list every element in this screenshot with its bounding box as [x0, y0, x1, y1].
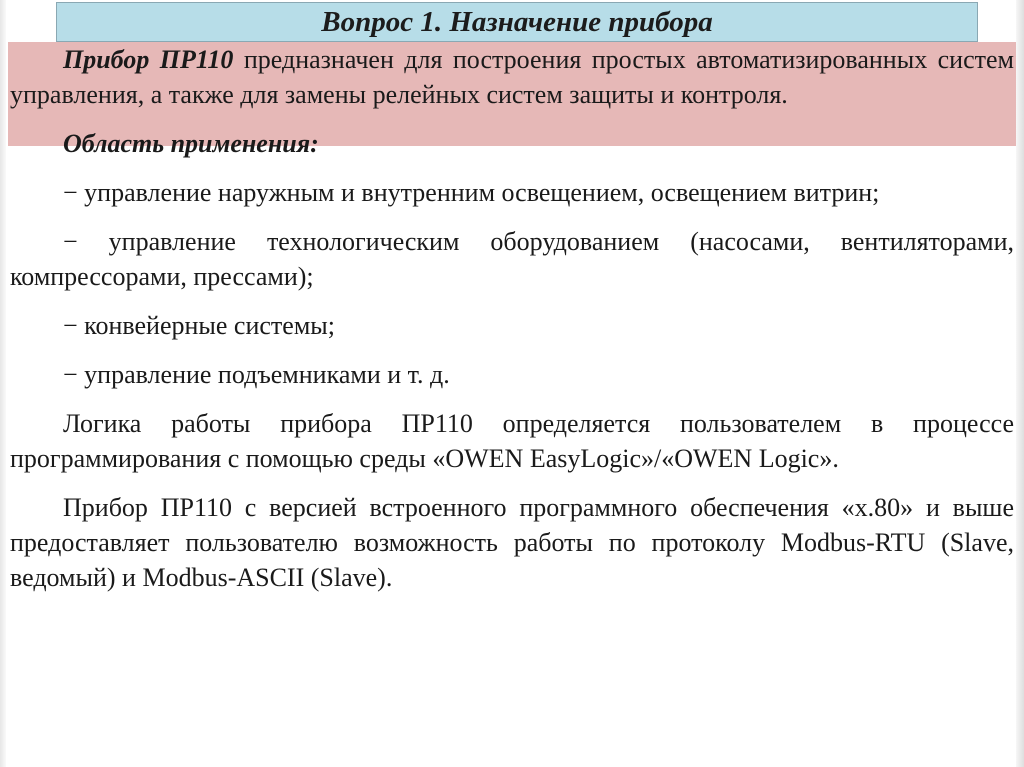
intro-paragraph: [10, 42, 1014, 112]
scope-heading: [10, 126, 1014, 161]
slide-frame-right: [1016, 0, 1024, 767]
intro-text: предназначен для построения простых автоматизированных систем управления, а также для замены релейных систем защиты и контроля.: [10, 45, 1014, 109]
modbus-paragraph: Прибор ПР110 с версией встроенного программного обеспечения «x.80» и выше предоставляет пользователю возможность работы по протоколу Modbus-RTU (Slave, ведомый) и Modbus-ASCII (Slave).: [10, 493, 1014, 592]
scope-item-conveyor: − конвейерные системы;: [63, 311, 335, 340]
slide-title: Вопрос 1. Назначение прибора: [321, 5, 713, 38]
slide-content: [10, 42, 1014, 609]
scope-item-lifts: − управление подъемниками и т. д.: [63, 360, 450, 389]
logic-paragraph: Логика работы прибора ПР110 определяется пользователем в процессе программирования с помощью среды «OWEN EasyLogic»/«OWEN Logic».: [10, 409, 1014, 473]
scope-heading-text: Область применения:: [63, 129, 319, 158]
scope-item-equipment: − управление технологическим оборудованием (насосами, вентиляторами, компрессорами, прессами);: [10, 227, 1014, 291]
slide-frame-left: [0, 0, 6, 767]
intro-device-name: Прибор ПР110: [63, 45, 234, 74]
slide-title-box: [56, 2, 978, 42]
scope-item-lighting: − управление наружным и внутренним освещением, освещением витрин;: [63, 178, 880, 207]
